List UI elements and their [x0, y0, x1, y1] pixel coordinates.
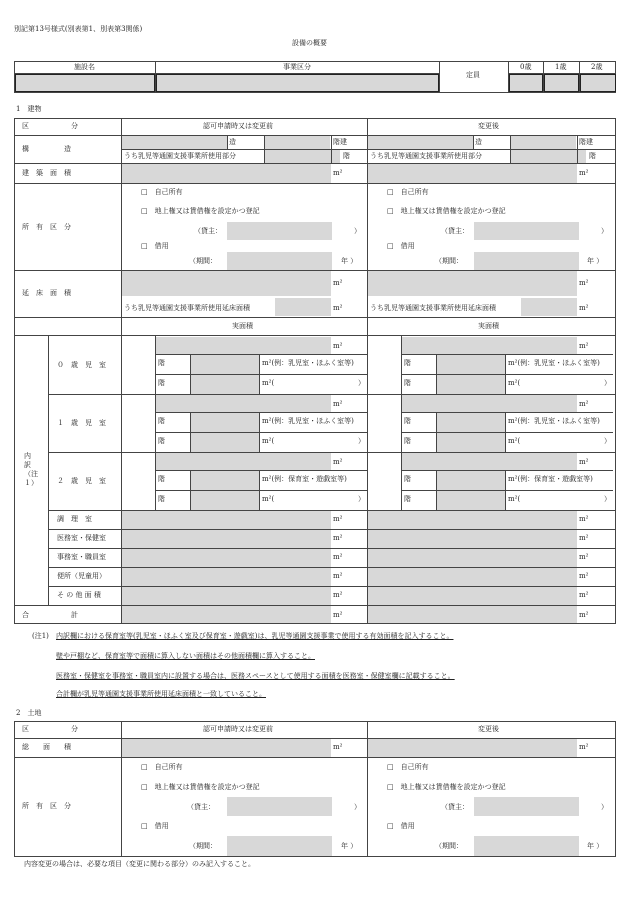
room-sub-area-input[interactable] — [191, 413, 259, 432]
land-own-checkbox-after[interactable]: □ 自己所有 — [387, 763, 429, 771]
lessor-label: （貸主： — [194, 227, 222, 235]
year-label-after: 年 ） — [587, 257, 604, 265]
area-label-toilet: 便所（児童用） — [57, 572, 106, 580]
land-lessor-close-after: ） — [601, 803, 608, 811]
note1-label: (注1) — [32, 632, 49, 640]
room-example-label: m²(例：乳児室・ほふく室等) — [262, 417, 354, 425]
year-label: 年 ） — [341, 257, 358, 265]
building-section-title: 1 建物 — [16, 105, 42, 113]
land-col-before: 認可申請時又は変更前 — [203, 725, 273, 733]
structure-before-input[interactable] — [122, 136, 227, 149]
paren-close: ） — [604, 437, 611, 445]
period-before-input[interactable] — [227, 252, 332, 270]
col-kubun: 区 分 — [22, 122, 78, 130]
page-title: 設備の概要 — [292, 39, 327, 47]
m2-unit-fa: m² — [333, 279, 343, 287]
paren-close: ） — [358, 437, 365, 445]
m2-total-after: m² — [579, 611, 589, 619]
actual-area-after: 実面積 — [478, 322, 499, 330]
m2-unit-room: m² — [579, 400, 589, 408]
land-ownership-label: 所 有 区 分 — [22, 802, 71, 810]
m2-cooking-after: m² — [579, 515, 589, 523]
usage-part-label: うち乳児等通園支援事業所使用部分 — [124, 152, 236, 160]
m2-other-after: m² — [579, 591, 589, 599]
land-col-kubun: 区 分 — [22, 725, 78, 733]
room-example-label: m²(例：乳児室・ほふく室等) — [262, 359, 354, 367]
room-sub-area-input-2[interactable] — [437, 375, 505, 394]
room-example-label: m²(例：保育室・遊戯室等) — [508, 475, 593, 483]
form-id: 別記第13号様式(別表第1、別表第3関係) — [14, 25, 143, 33]
note2: 壁や戸棚など、保育室等で面積に算入しない面積はその他面積欄に算入すること。 — [56, 652, 315, 660]
m2-other: m² — [333, 591, 343, 599]
other-before-input[interactable] — [122, 587, 331, 605]
paren-close: ） — [604, 379, 611, 387]
building-area-before-input[interactable] — [122, 164, 331, 183]
room-area-input[interactable] — [402, 395, 577, 412]
toilet-after-input[interactable] — [368, 568, 577, 586]
room-label-2: ２ 歳 児 室 — [57, 477, 106, 485]
floors-after-input[interactable] — [510, 136, 576, 149]
lessor-close-after: ） — [601, 227, 608, 235]
facility-name-input[interactable] — [15, 74, 155, 92]
m2-paren: m²( — [508, 437, 521, 445]
m2-unit: m² — [333, 169, 343, 177]
floor-area-label: 延 床 面 積 — [22, 289, 71, 297]
room-area-input[interactable] — [402, 453, 577, 470]
kai-label-room2: 階 — [158, 379, 165, 387]
land-lessor-before-input[interactable] — [227, 797, 332, 816]
cooking-before-input[interactable] — [122, 511, 331, 529]
land-m2: m² — [333, 743, 343, 751]
usage-floor-label-after: うち乳児等通園支援事業所使用延床面積 — [370, 304, 496, 312]
m2-unit-ufa: m² — [333, 304, 343, 312]
floor-area-after-input[interactable] — [368, 271, 577, 296]
age2-header: 2歳 — [591, 63, 603, 71]
kaidate-label-after: 階建 — [579, 138, 593, 146]
m2-toilet: m² — [333, 572, 343, 580]
land-area-after-input[interactable] — [368, 739, 577, 757]
m2-unit-room: m² — [579, 342, 589, 350]
land-lessor-close: ） — [354, 803, 361, 811]
room-sub-area-input-2[interactable] — [191, 491, 259, 510]
kai-label-room2: 階 — [158, 437, 165, 445]
age0-capacity-input[interactable] — [509, 74, 543, 92]
land-m2-after: m² — [579, 743, 589, 751]
area-label-medical: 医務室・保健室 — [57, 534, 106, 542]
kai-label-room: 階 — [158, 475, 165, 483]
total-before-input[interactable] — [122, 606, 331, 623]
room-label-0: ０ 歳 児 室 — [57, 361, 106, 369]
total-after-input[interactable] — [368, 606, 577, 623]
m2-cooking: m² — [333, 515, 343, 523]
kai-label-room: 階 — [404, 475, 411, 483]
land-period-label-after: （期間： — [435, 842, 463, 850]
cooking-after-input[interactable] — [368, 511, 577, 529]
m2-medical: m² — [333, 534, 343, 542]
m2-paren: m²( — [508, 379, 521, 387]
lease-right-checkbox[interactable]: □ 地上権又は賃借権を設定かつ登記 — [141, 207, 260, 215]
land-year-label-after: 年 ） — [587, 842, 604, 850]
m2-paren: m²( — [262, 379, 275, 387]
lessor-before-input[interactable] — [227, 222, 332, 240]
kai-label-room2: 階 — [404, 495, 411, 503]
lessor-close: ） — [354, 227, 361, 235]
land-lease-checkbox-after[interactable]: □ 地上権又は賃借権を設定かつ登記 — [387, 783, 506, 791]
m2-paren: m²( — [262, 495, 275, 503]
m2-toilet-after: m² — [579, 572, 589, 580]
kai-label-room: 階 — [404, 359, 411, 367]
zou-label: 造 — [229, 138, 236, 146]
room-sub-area-input[interactable] — [437, 355, 505, 374]
total-label: 合 計 — [22, 611, 78, 619]
paren-close: ） — [358, 379, 365, 387]
land-total-area-label: 総 面 積 — [22, 743, 71, 751]
kaidate-label: 階建 — [333, 138, 347, 146]
age2-capacity-input[interactable] — [580, 74, 616, 92]
lessor-after-input[interactable] — [474, 222, 579, 240]
actual-area-before: 実面積 — [232, 322, 253, 330]
lease-right-checkbox-after[interactable]: □ 地上権又は賃借権を設定かつ登記 — [387, 207, 506, 215]
m2-unit-room: m² — [333, 458, 343, 466]
land-year-label: 年 ） — [341, 842, 358, 850]
kai-label-room2: 階 — [404, 379, 411, 387]
room-sub-area-input[interactable] — [437, 413, 505, 432]
usage-floor-before-input[interactable] — [264, 150, 340, 163]
toilet-before-input[interactable] — [122, 568, 331, 586]
borrow-checkbox-after[interactable]: □ 借用 — [387, 242, 415, 250]
room-area-input[interactable] — [156, 395, 331, 412]
m2-paren: m²( — [508, 495, 521, 503]
room-sub-area-input-2[interactable] — [437, 433, 505, 452]
m2-paren: m²( — [262, 437, 275, 445]
borrow-checkbox[interactable]: □ 借用 — [141, 242, 169, 250]
lessor-label-after: （貸主： — [441, 227, 469, 235]
room-sub-area-input[interactable] — [437, 471, 505, 490]
m2-unit-fa-after: m² — [579, 279, 589, 287]
building-area-after-input[interactable] — [368, 164, 577, 183]
usage-part-label-after: うち乳児等通園支援事業所使用部分 — [370, 152, 482, 160]
office-after-input[interactable] — [368, 549, 577, 567]
usage-floor-area-after-input[interactable] — [521, 298, 577, 316]
land-borrow-checkbox[interactable]: □ 借用 — [141, 822, 169, 830]
usage-floor-label: うち乳児等通園支援事業所使用延床面積 — [124, 304, 250, 312]
kai-label-room: 階 — [158, 417, 165, 425]
age1-header: 1歳 — [555, 63, 567, 71]
room-example-label: m²(例：乳児室・ほふく室等) — [508, 417, 600, 425]
land-period-after-input[interactable] — [474, 836, 579, 856]
room-area-input[interactable] — [402, 337, 577, 354]
land-own-checkbox[interactable]: □ 自己所有 — [141, 763, 183, 771]
area-label-office: 事務室・職員室 — [57, 553, 106, 561]
zou-label-after: 造 — [475, 138, 482, 146]
m2-unit-room: m² — [333, 342, 343, 350]
room-example-label: m²(例：保育室・遊戯室等) — [262, 475, 347, 483]
land-section-title: 2 土地 — [16, 709, 42, 717]
period-label-after: （期間： — [435, 257, 463, 265]
usage-floor-after-input[interactable] — [510, 150, 586, 163]
m2-unit-ufa-after: m² — [579, 304, 589, 312]
land-lease-checkbox[interactable]: □ 地上権又は賃借権を設定かつ登記 — [141, 783, 260, 791]
building-area-label: 建 築 面 積 — [22, 169, 71, 177]
facility-name-header: 施設名 — [74, 63, 95, 71]
capacity-header: 定員 — [466, 71, 480, 79]
age1-capacity-input[interactable] — [544, 74, 579, 92]
room-sub-area-input-2[interactable] — [191, 375, 259, 394]
room-area-input[interactable] — [156, 337, 331, 354]
structure-label: 構 造 — [22, 145, 71, 153]
note4: 合計欄が乳児等通園支援事業所使用延床面積と一致していること。 — [56, 690, 266, 698]
room-label-1: １ 歳 児 室 — [57, 419, 106, 427]
kai-label-room2: 階 — [158, 495, 165, 503]
m2-unit-room: m² — [579, 458, 589, 466]
room-sub-area-input-2[interactable] — [437, 491, 505, 510]
kai-label-room2: 階 — [404, 437, 411, 445]
kai-label-room: 階 — [404, 417, 411, 425]
land-area-before-input[interactable] — [122, 739, 331, 757]
other-after-input[interactable] — [368, 587, 577, 605]
col-before: 認可申請時又は変更前 — [203, 122, 273, 130]
medical-before-input[interactable] — [122, 530, 331, 548]
room-area-input[interactable] — [156, 453, 331, 470]
business-type-header: 事業区分 — [283, 63, 311, 71]
medical-after-input[interactable] — [368, 530, 577, 548]
note3: 医務室・保健室を事務室・職員室内に設置する場合は、医務スペースとして使用する面積を医務室・保健室欄に記載すること。 — [56, 672, 455, 680]
floors-before-input[interactable] — [264, 136, 330, 149]
room-sub-area-input[interactable] — [191, 471, 259, 490]
area-label-other: そ の 他 面 積 — [57, 591, 101, 599]
office-before-input[interactable] — [122, 549, 331, 567]
land-period-label: （期間： — [189, 842, 217, 850]
kai-label-after: 階 — [589, 152, 596, 160]
col-after: 変更後 — [478, 122, 499, 130]
floor-area-before-input[interactable] — [122, 271, 331, 296]
own-checkbox-after[interactable]: □ 自己所有 — [387, 188, 429, 196]
period-label: （期間： — [189, 257, 217, 265]
land-lessor-label: （貸主： — [187, 803, 215, 811]
land-period-before-input[interactable] — [227, 836, 332, 856]
land-borrow-checkbox-after[interactable]: □ 借用 — [387, 822, 415, 830]
ownership-label: 所 有 区 分 — [22, 223, 71, 231]
m2-unit-after: m² — [579, 169, 589, 177]
breakdown-label: 内訳（注１） — [24, 452, 38, 487]
footer-note: 内容変更の場合は、必要な項目（変更に関わる部分）のみ記入すること。 — [24, 860, 255, 868]
m2-total: m² — [333, 611, 343, 619]
m2-office-after: m² — [579, 553, 589, 561]
own-checkbox[interactable]: □ 自己所有 — [141, 188, 183, 196]
land-lessor-after-input[interactable] — [474, 797, 579, 816]
m2-office: m² — [333, 553, 343, 561]
kai-label: 階 — [343, 152, 350, 160]
area-label-cooking: 調 理 室 — [57, 515, 92, 523]
paren-close: ） — [358, 495, 365, 503]
period-after-input[interactable] — [474, 252, 579, 270]
room-example-label: m²(例：乳児室・ほふく室等) — [508, 359, 600, 367]
structure-after-input[interactable] — [368, 136, 473, 149]
m2-unit-room: m² — [333, 400, 343, 408]
note1: 内訳欄における保育室等(乳児室・ほふく室及び保育室・遊戯室)は、乳児等通園支援事業で使用する有効面積を記入すること。 — [56, 632, 454, 640]
m2-medical-after: m² — [579, 534, 589, 542]
business-type-input[interactable] — [156, 74, 439, 92]
kai-label-room: 階 — [158, 359, 165, 367]
room-sub-area-input-2[interactable] — [191, 433, 259, 452]
age0-header: 0歳 — [520, 63, 532, 71]
land-lessor-label-after: （貸主： — [441, 803, 469, 811]
land-col-after: 変更後 — [478, 725, 499, 733]
room-sub-area-input[interactable] — [191, 355, 259, 374]
usage-floor-area-before-input[interactable] — [275, 298, 331, 316]
paren-close: ） — [604, 495, 611, 503]
